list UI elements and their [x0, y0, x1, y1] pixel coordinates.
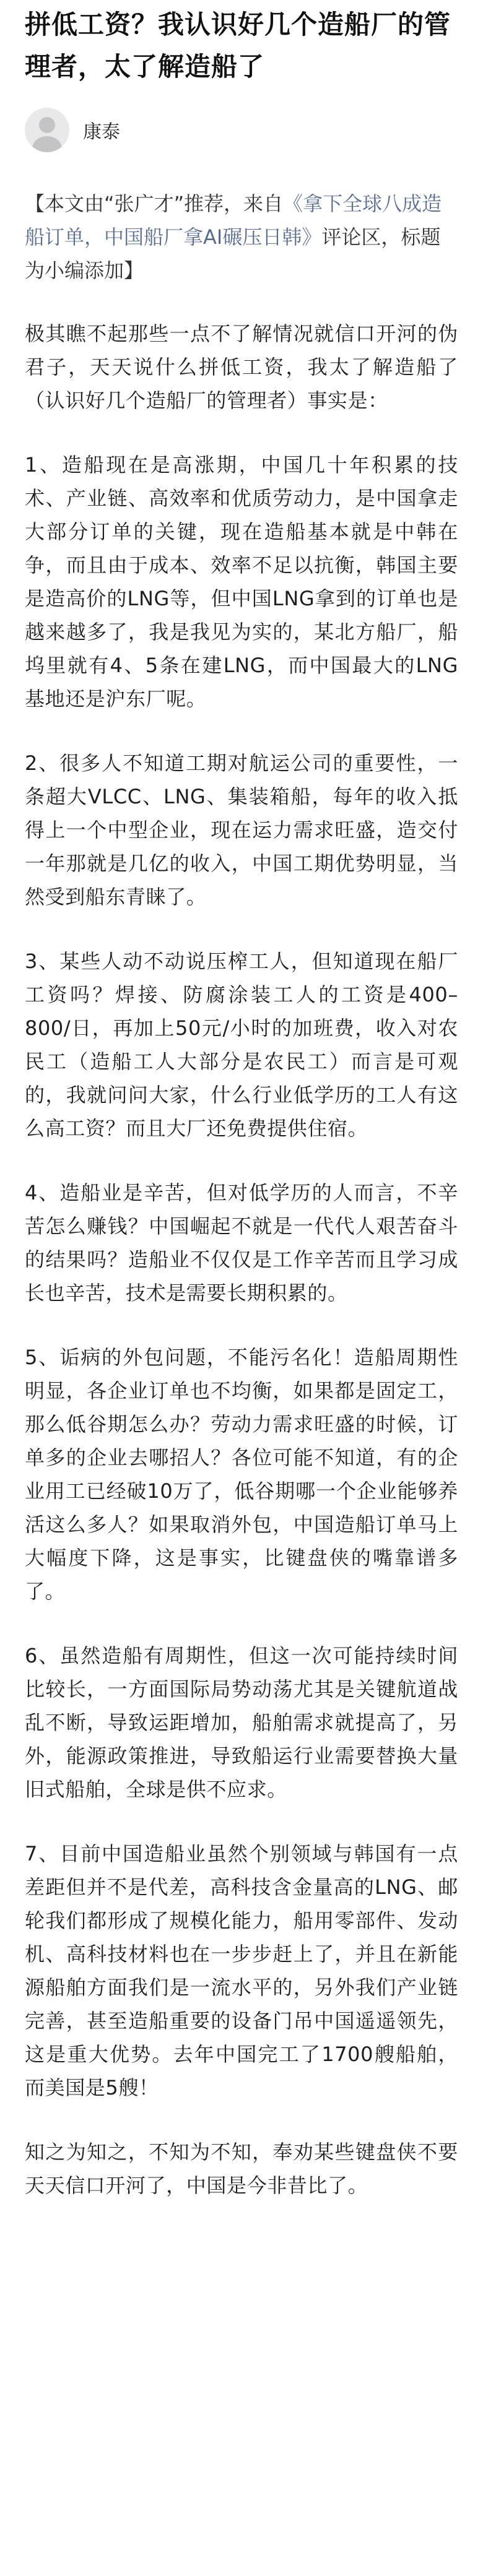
source-note-suffix: 评论区，标题为小编添加】	[25, 225, 441, 282]
default-avatar-icon[interactable]	[25, 108, 69, 152]
article-paragraph-conclusion: 知之为知之，不知为不知，奉劝某些键盘侠不要天天信口开河了，中国是今非昔比了。	[25, 2140, 458, 2197]
article-paragraph-point-7: 7、目前中国造船业虽然个别领域与韩国有一点差距但并不是代差，高科技含金量高的LNG、邮轮我们都形成了规模化能力，船用零部件、发动机、高科技材料也在一步步赶上了，并且在新能源船舶方面我们是一流水平的，另外我们产业链完善，甚至造船重要的设备门吊中国遥遥领先，这是重大优势。去年中国完工了1700艘船舶，而美国是5艘！	[25, 1842, 458, 2099]
source-article-link[interactable]: 《拿下全球八成造船订单，中国船厂拿AI碾压日韩》	[25, 192, 442, 249]
author-name[interactable]: 康泰	[83, 121, 120, 143]
article-paragraph-intro: 极其瞧不起那些一点不了解情况就信口开河的伪君子，天天说什么拼低工资，我太了解造船了（认识好几个造船厂的管理者）事实是：	[25, 322, 458, 412]
article-title: 拼低工资？我认识好几个造船厂的管理者，太了解造船了	[25, 9, 451, 82]
source-note	[25, 187, 458, 287]
avatar-silhouette	[25, 108, 69, 152]
article-paragraph-point-5: 5、诟病的外包问题，不能污名化！造船周期性明显，各企业订单也不均衡，如果都是固定工，那么低谷期怎么办？劳动力需求旺盛的时候，订单多的企业去哪招人？各位可能不知道，有的企业用工已经破10万了，低谷期哪一个企业能够养活这么多人？如果取消外包，中国造船订单马上大幅度下降，这是事实，比键盘侠的嘴靠谱多了。	[25, 1346, 458, 1603]
article-paragraph-point-3: 3、某些人动不动说压榨工人，但知道现在船厂工资吗？焊接、防腐涂装工人的工资是400–800/日，再加上50元/小时的加班费，收入对农民工（造船工人大部分是农民工）而言是可观的，我就问问大家，什么行业低学历的工人有这么高工资？而且大厂还免费提供住宿。	[25, 949, 458, 1140]
article-paragraph-point-1: 1、造船现在是高涨期，中国几十年积累的技术、产业链、高效率和优质劳动力，是中国拿走大部分订单的关键，现在造船基本就是中韩在争，而且由于成本、效率不足以抗衡，韩国主要是造高价的LNG等，但中国LNG拿到的订单也是越来越多了，我是我见为实的，某北方船厂，船坞里就有4、5条在建LNG，而中国最大的LNG基地还是沪东厂呢。	[25, 453, 458, 711]
article-paragraph-point-4: 4、造船业是辛苦，但对低学历的人而言，不辛苦怎么赚钱？中国崛起不就是一代代人艰苦奋斗的结果吗？造船业不仅仅是工作辛苦而且学习成长也辛苦，技术是需要长期积累的。	[25, 1181, 458, 1305]
article-paragraph-point-6: 6、虽然造船有周期性，但这一次可能持续时间比较长，一方面国际局势动荡尤其是关键航道战乱不断，导致运距增加，船舶需求就提高了，另外，能源政策推进，导致船运行业需要替换大量旧式船舶，全球是供不应求。	[25, 1644, 458, 1801]
source-note-prefix: 【本文由“张广才”推荐，来自	[25, 192, 284, 215]
author-row[interactable]	[25, 105, 458, 155]
article-paragraph-point-2: 2、很多人不知道工期对航运公司的重要性，一条超大VLCC、LNG、集装箱船，每年的收入抵得上一个中型企业，现在运力需求旺盛，造交付一年那就是几亿的收入，中国工期优势明显，当然受到船东青睐了。	[25, 751, 458, 909]
